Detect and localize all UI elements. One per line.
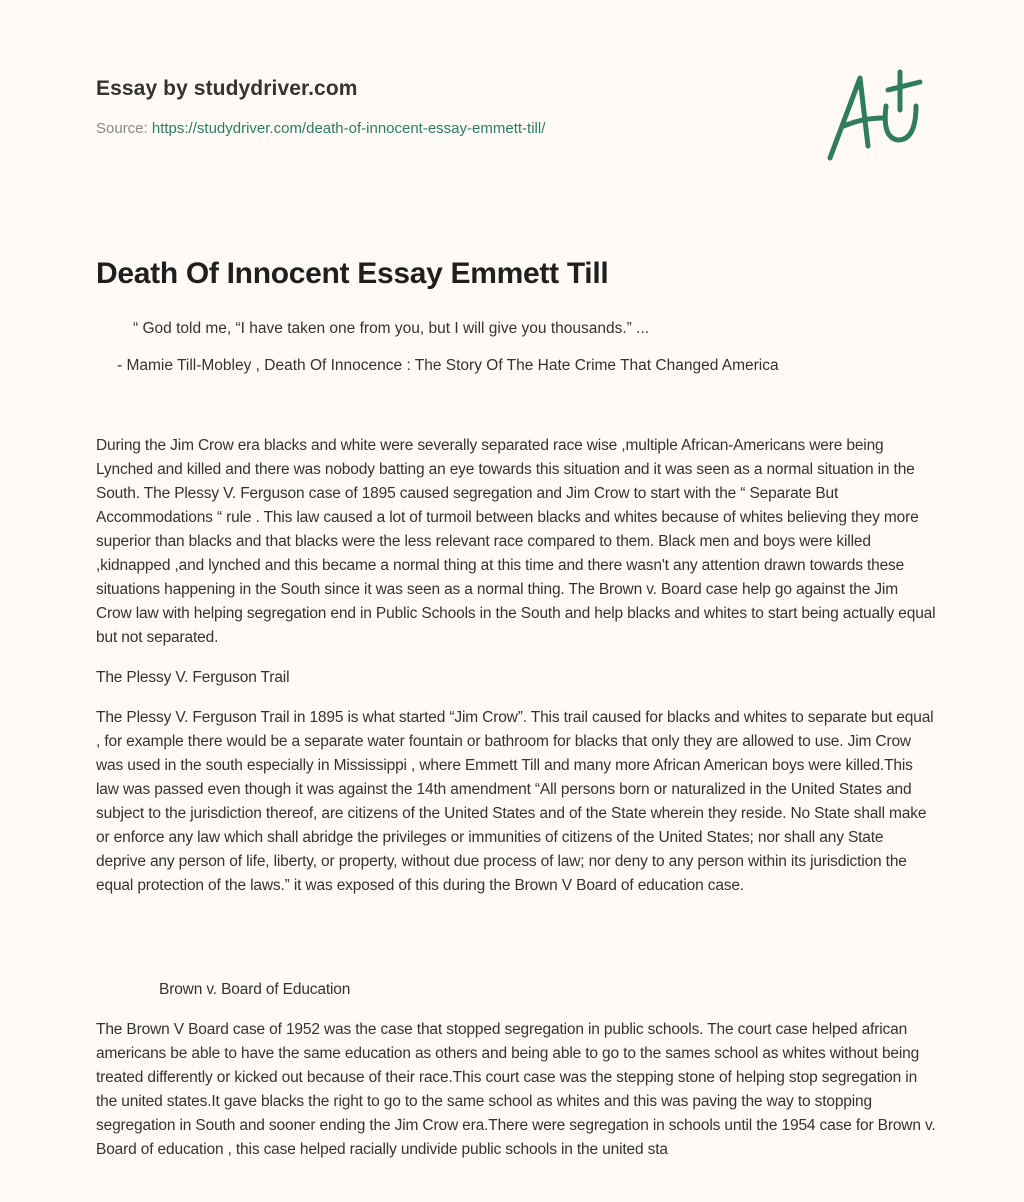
epigraph-attribution: - Mamie Till-Mobley , Death Of Innocence : The Story Of The Hate Crime That Changed America [117,357,779,374]
page-header [96,74,796,139]
source-line [96,119,796,139]
source-label: Source: [96,120,148,137]
paragraph-plessy: The Plessy V. Ferguson Trail in 1895 is what started “Jim Crow”. This trail caused for blacks and whites to separate but equal , for example there would be a separate water fountain or bathroom for blacks that only they are allowed to use. Jim Crow was used in the south especially in Mississippi , where Emmett Till and many more African American boys were killed.This law was passed even though it was against the 14th amendment “All persons born or naturalized in the United States and subject to the jurisdiction thereof, are citizens of the United States and of the State wherein they reside. No State shall make or enforce any law which shall abridge the privileges or immunities of citizens of the United States; nor shall any State deprive any person of life, liberty, or property, without due process of law; nor deny to any person within its jurisdiction the equal protection of the laws.” it was exposed of this during the Brown V Board of education case. [96,709,934,894]
document-title: Death Of Innocent Essay Emmett Till [96,257,609,290]
source-link[interactable]: https://studydriver.com/death-of-innocent-essay-emmett-till/ [151,120,546,137]
epigraph-quote: “ God told me, “I have taken one from you, but I will give you thousands.” ... [133,320,650,337]
site-title: Essay by studydriver.com [96,77,358,100]
paragraph-intro: During the Jim Crow era blacks and white were severally separated race wise ,multiple African-Americans were being Lynched and killed and there was nobody batting an eye towards this situation and it was seen as a normal situation in the South. The Plessy V. Ferguson case of 1895 caused segregation and Jim Crow to start with the “ Separate But Accommodations “ rule . This law caused a lot of turmoil between blacks and whites because of whites believing they more superior than blacks and that blacks were the less relevant race compared to them. Black men and boys were killed ,kidnapped ,and lynched and this became a normal thing at this time and there wasn't any attention drawn towards these situations happening in the South since it was seen as a normal thing. The Brown v. Board case help go against the Jim Crow law with helping segregation end in Public Schools in the South and help blacks and whites to start being actually equal but not separated. [96,437,936,646]
section-heading-brown: Brown v. Board of Education [159,981,351,998]
a-plus-grade-icon [822,66,926,166]
paragraph-brown: The Brown V Board case of 1952 was the case that stopped segregation in public schools. The court case helped african americans be able to have the same education as others and being able to go to the sames school as whites without being treated differently or kicked out because of their race.This court case was the stepping stone of helping stop segregation in the united states.It gave blacks the right to go to the same school as whites and this was paving the way to stopping segregation in South and sooner ending the Jim Crow era.There were segregation in schools until the 1954 case for Brown v. Board of education , this case helped racially undivide public schools in the united sta [96,1021,936,1158]
section-heading-plessy: The Plessy V. Ferguson Trail [96,669,290,686]
